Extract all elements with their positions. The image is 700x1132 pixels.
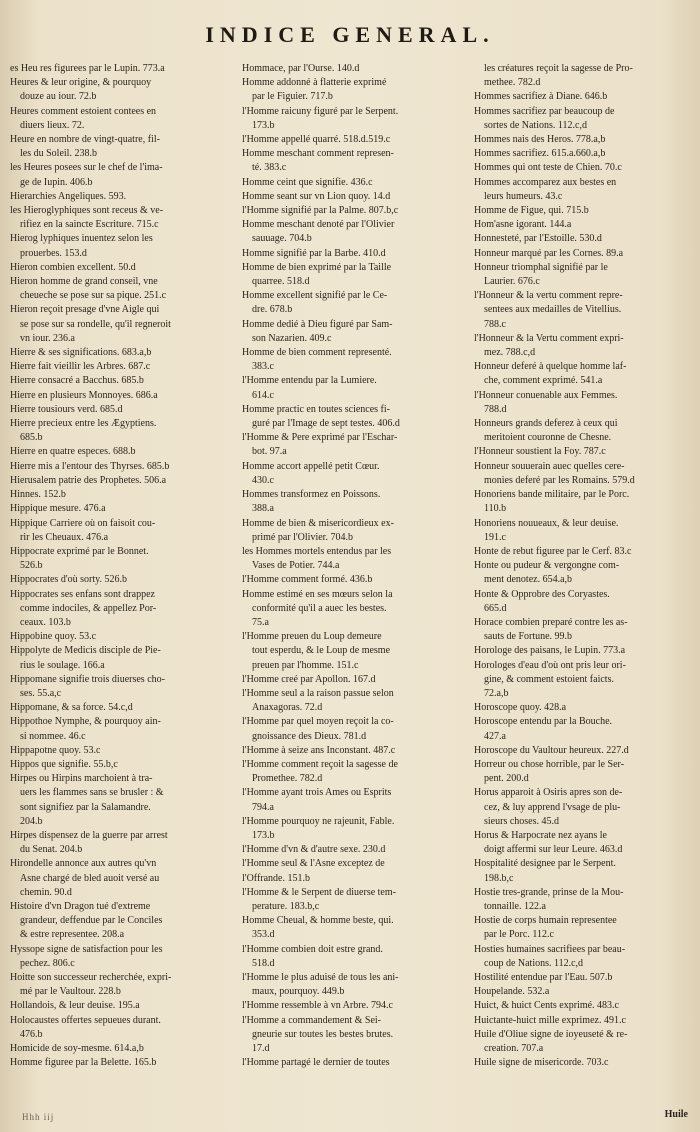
index-entry: Honneur marqué par les Cornes. 89.a (474, 247, 624, 259)
index-entry: Huile d'Oliue signe de ioyeuseté & re- (474, 1028, 628, 1040)
index-entry: Hippique Carriere où on faisoit cou- (10, 517, 156, 529)
index-entry: l'Homme ressemble à vn Arbre. 794.c (242, 1000, 393, 1012)
index-entry: Hommes nais des Heros. 778.a,b (474, 134, 606, 146)
index-entry: Hinnes. 152.b (10, 489, 66, 501)
index-entry: l'Homme preuen du Loup demeure (242, 631, 382, 643)
index-entry: l'Homme & le Serpent de diuerse tem- (242, 886, 396, 898)
index-entry: Homme meschant comment represen- (242, 148, 394, 160)
index-entry: Hierre en plusieurs Monnoyes. 686.a (10, 389, 158, 401)
index-entry: l'Homme ayant trois Ames ou Esprits (242, 787, 392, 799)
index-entry: l'Homme entendu par la Lumiere. (242, 375, 377, 387)
index-entry: Homme de bien exprimé par la Taille (242, 261, 392, 273)
index-entry: & estre representee. 208.a (20, 929, 125, 941)
index-entry: rifiez en la saincte Escriture. 715.c (20, 219, 159, 231)
index-entry: Hippocrates d'où sorty. 526.b (10, 574, 127, 586)
index-entry: Hommes sacrifiez. 615.a.660.a,b (474, 148, 606, 160)
index-entry: Hommes accomparez aux bestes en (474, 176, 617, 188)
index-entry: 198.b,c (484, 872, 514, 884)
index-entry: 173.b (252, 829, 275, 841)
index-entry: 788.c (484, 318, 506, 330)
index-entry: 388.a (252, 503, 274, 515)
index-entry: douze au iour. 72.b (20, 91, 97, 103)
index-entry: l'Homme & Pere exprimé par l'Eschar- (242, 432, 398, 444)
index-entry: vn iour. 236.a (20, 332, 75, 344)
index-entry: par le Porc. 112.c (484, 929, 554, 941)
index-entry: 353.d (252, 929, 275, 941)
index-entry: dre. 678.b (252, 304, 293, 316)
index-entry: Horus apparoit à Osiris apres son de- (474, 787, 623, 799)
index-entry: Homme de bien & misericordieux ex- (242, 517, 394, 529)
index-entry: uers les flammes sans se brusler : & (20, 787, 164, 799)
index-entry: gine, & comment estoient faicts. (484, 673, 614, 685)
index-entry: 794.a (252, 801, 274, 813)
index-entry: Hieron combien excellent. 50.d (10, 261, 136, 273)
index-entry: Homme addonné à flatterie exprimé (242, 77, 387, 89)
index-entry: Hippobine quoy. 53.c (10, 631, 97, 643)
index-entry: 75.a (252, 616, 269, 628)
index-entry: creation. 707.a (484, 1043, 544, 1055)
index-entry: 427.a (484, 730, 506, 742)
index-entry: Honneurs grands deferez à ceux qui (474, 418, 618, 430)
index-entry: 383.c (252, 361, 274, 373)
index-entry: conformité qu'il a auec les bestes. (252, 602, 387, 614)
index-entry: l'Homme par quel moyen reçoit la co- (242, 716, 394, 728)
index-entry: Hippomane signifie trois diuerses cho- (10, 673, 165, 685)
index-entry: prouerbes. 153.d (20, 247, 87, 259)
index-entry: Horus & Harpocrate nez ayans le (474, 829, 607, 841)
index-entry: sont signifiez par la Salamandre. (20, 801, 151, 813)
index-entry: Honnesteté, par l'Estoille. 530.d (474, 233, 602, 245)
index-entry: Homme practic en toutes sciences fi- (242, 403, 390, 415)
index-entry: tout esperdu, & le Loup de mesme (252, 645, 391, 657)
index-entry: les créatures reçoit la sagesse de Pro- (484, 63, 633, 74)
index-entry: Hippolyte de Medicis disciple de Pie- (10, 645, 161, 657)
index-entry: perature. 183.b,c (252, 900, 320, 912)
index-entry: 17.d (252, 1043, 270, 1055)
index-entry: Honneur triomphal signifié par le (474, 261, 608, 273)
index-entry: l'Homme comment reçoit la sagesse de (242, 758, 398, 770)
index-entry: Homme excellent signifié par le Ce- (242, 290, 388, 302)
index-entry: Hommace, par l'Ourse. 140.d (242, 63, 360, 74)
index-entry: les Hommes mortels entendus par les (242, 545, 392, 557)
index-entry: cheueche se pose sur sa pique. 251.c (20, 290, 167, 302)
index-entry: Hippique mesure. 476.a (10, 503, 106, 515)
index-entry: bot. 97.a (252, 446, 287, 458)
index-entry: pechez. 806.c (20, 957, 75, 969)
index-entry: Anaxagoras. 72.d (252, 702, 323, 714)
index-entry: l'Honneur conuenable aux Femmes. (474, 389, 618, 401)
index-entry: 526.b (20, 560, 43, 572)
index-entry: sentees aux medailles de Vitellius. (484, 304, 622, 316)
index-entry: Heures comment estoient contees en (10, 105, 157, 117)
index-entry: rius le soulage. 166.a (20, 659, 105, 671)
index-entry: Hospitalité designee par le Serpent. (474, 858, 616, 870)
index-entry: Honneur deferé à quelque homme laf- (474, 361, 627, 373)
index-entry: se pose sur sa rondelle, qu'il regneroit (20, 318, 171, 330)
index-entry: Hippapotne quoy. 53.c (10, 744, 101, 756)
index-entry: doigt affermi sur leur Leure. 463.d (484, 844, 623, 856)
index-entry: Homme de bien comment representé. (242, 347, 392, 359)
index-entry: Homme figuree par la Belette. 165.b (10, 1057, 157, 1069)
index-entry: Laurier. 676.c (484, 276, 540, 288)
index-entry: es Heu res figurees par le Lupin. 773.a (10, 63, 165, 74)
index-entry: du Senat. 204.b (20, 844, 83, 856)
index-entry: Horoscope entendu par la Bouche. (474, 716, 613, 728)
index-entry: Homme de Figue, qui. 715.b (474, 205, 589, 217)
index-entry: Homme accort appellé petit Cœur. (242, 460, 380, 472)
index-entry: l'Homme pourquoy ne rajeunit, Fable. (242, 815, 395, 827)
index-entry: Hirondelle annonce aux autres qu'vn (10, 858, 157, 870)
index-entry: Hommes sacrifiez par beaucoup de (474, 105, 615, 117)
index-column-middle (242, 62, 460, 1122)
index-entry: Heure en nombre de vingt-quatre, fil- (10, 134, 160, 146)
index-entry: Homicide de soy-mesme. 614.a,b (10, 1043, 144, 1055)
index-entry: Homme ceint que signifie. 436.c (242, 176, 373, 188)
index-entry: quarree. 518.d (252, 276, 310, 288)
index-entry: l'Honneur soustient la Foy. 787.c (474, 446, 606, 458)
index-entry: Homme seant sur vn Lion quoy. 14.d (242, 190, 391, 202)
index-entry: Hostie de corps humain representee (474, 915, 617, 927)
index-entry: Honte de rebut figuree par le Cerf. 83.c (474, 545, 632, 557)
index-entry: Promethee. 782.d (252, 773, 323, 785)
index-entry: 614.c (252, 389, 274, 401)
index-entry: 476.b (20, 1028, 43, 1040)
index-entry: les Hieroglyphiques sont receus & ve- (10, 205, 164, 217)
index-entry: mez. 788.c,d (484, 347, 536, 359)
index-entry: Honoriens nouueaux, & leur deuise. (474, 517, 619, 529)
index-column-left (10, 62, 228, 1122)
index-entry: Horologe des paisans, le Lupin. 773.a (474, 645, 626, 657)
index-entry: sauuage. 704.b (252, 233, 312, 245)
index-entry: 173.b (252, 119, 275, 131)
index-entry: sortes de Nations. 112.c,d (484, 119, 587, 131)
index-entry: Hieron reçoit presage d'vne Aigle qui (10, 304, 160, 316)
index-entry: l'Homme partagé le dernier de toutes (242, 1057, 390, 1069)
index-entry: ment denotez. 654.a,b (484, 574, 573, 586)
index-entry: Hostie tres-grande, prinse de la Mou- (474, 886, 624, 898)
index-entry: Homme estimé en ses mœurs selon la (242, 588, 393, 600)
index-entry: 191.c (484, 531, 506, 543)
index-entry: Horoscope du Vaultour heureux. 227.d (474, 744, 629, 756)
index-entry: Hosties humaines sacrifiees par beau- (474, 943, 626, 955)
index-entry: ceaux. 103.b (20, 616, 71, 628)
index-entry: té. 383.c (252, 162, 287, 174)
index-entry: 788.d (484, 403, 507, 415)
index-entry: gnoissance des Dieux. 781.d (252, 730, 367, 742)
index-entry: Hippothoe Nymphe, & pourquoy ain- (10, 716, 161, 728)
index-entry: Hom'asne igorant. 144.a (474, 219, 572, 231)
index-entry: l'Honneur & la vertu comment repre- (474, 290, 623, 302)
index-entry: Honte & Opprobre des Coryastes. (474, 588, 610, 600)
index-entry: Honneur souuerain auec quelles cere- (474, 460, 625, 472)
signature-mark: Hhh iij (22, 1112, 55, 1122)
index-entry: Holocaustes offertes sepueues durant. (10, 1014, 161, 1026)
index-entry: les Heures posees sur le chef de l'ima- (10, 162, 163, 174)
index-entry: grandeur, deffendue par le Conciles (20, 915, 163, 927)
index-entry: Hierre consacré a Bacchus. 685.b (10, 375, 144, 387)
index-entry: Asne chargé de bled auoit versé au (20, 872, 160, 884)
index-entry: l'Homme à seize ans Inconstant. 487.c (242, 744, 396, 756)
index-entry: 518.d (252, 957, 275, 969)
index-entry: Hollandois, & leur deuise. 195.a (10, 1000, 140, 1012)
index-entry: Horreur ou chose horrible, par le Ser- (474, 758, 625, 770)
index-entry: guré par l'Image de sept testes. 406.d (252, 418, 400, 430)
index-entry: l'Homme signifié par la Palme. 807.b,c (242, 205, 399, 217)
index-entry: Hierusalem patrie des Prophetes. 506.a (10, 474, 167, 486)
index-entry: Hierre tousiours verd. 685.d (10, 403, 123, 415)
index-entry: 204.b (20, 815, 43, 827)
catchword: Huile (664, 1109, 688, 1120)
index-entry: ge de Iupin. 406.b (20, 176, 93, 188)
index-entry: les du Soleil. 238.b (20, 148, 97, 160)
index-column-right (474, 62, 692, 1122)
index-entry: Homme meschant denoté par l'Olivier (242, 219, 395, 231)
index-entry: l'Homme combien doit estre grand. (242, 943, 383, 955)
index-entry: coup de Nations. 112.c,d (484, 957, 584, 969)
index-entry: Hierog lyphiques inuentez selon les (10, 233, 153, 245)
page-title: INDICE GENERAL. (205, 22, 495, 47)
index-entry: l'Homme seul & l'Asne exceptez de (242, 858, 385, 870)
index-entry: Homme signifié par la Barbe. 410.d (242, 247, 386, 259)
index-entry: Hierarchies Angeliques. 593. (10, 190, 127, 202)
index-entry: gneurie sur toutes les bestes brutes. (252, 1028, 394, 1040)
index-entry: Hommes transformez en Poissons. (242, 489, 381, 501)
index-entry: pent. 200.d (484, 773, 529, 785)
index-entry: Horace combien preparé contre les as- (474, 616, 628, 628)
index-entry: Horoscope quoy. 428.a (474, 702, 567, 714)
index-entry: 72.a,b (484, 687, 509, 699)
index-entry: leurs humeurs. 43.c (484, 190, 563, 202)
index-entry: Huile signe de misericorde. 703.c (474, 1057, 609, 1069)
index-entry: Huict, & huict Cents exprimé. 483.c (474, 1000, 619, 1012)
index-entry: preuen par l'homme. 151.c (252, 659, 359, 671)
index-entry: l'Homme d'vn & d'autre sexe. 230.d (242, 844, 386, 856)
index-entry: Heures & leur origine, & pourquoy (10, 77, 152, 89)
index-entry: methee. 782.d (484, 77, 541, 89)
index-entry: Hippocrates ses enfans sont drappez (10, 588, 155, 600)
index-entry: Hommes sacrifiez à Diane. 646.b (474, 91, 608, 103)
index-entry: l'Homme a commandement & Sei- (242, 1014, 381, 1026)
index-entry: comme indociles, & appellez Por- (20, 602, 157, 614)
index-entry: 685.b (20, 432, 43, 444)
index-entry: l'Homme appellé quarré. 518.d.519.c (242, 134, 391, 146)
index-entry: Homme Cheual, & homme beste, qui. (242, 915, 394, 927)
index-entry: 430.c (252, 474, 274, 486)
index-entry: ses. 55.a,c (20, 687, 62, 699)
index-entry: par le Figuier. 717.b (252, 91, 333, 103)
index-entry: Hirpes dispensez de la guerre par arrest (10, 829, 168, 841)
index-entry: sauts de Fortune. 99.b (484, 631, 573, 643)
index-entry: rir les Cheuaux. 476.a (20, 531, 109, 543)
index-entry: 110.b (484, 503, 507, 515)
index-entry: tonnaille. 122.a (484, 900, 546, 912)
index-entry: monies deferé par les Romains. 579.d (484, 474, 635, 486)
index-entry: sieurs choses. 45.d (484, 815, 559, 827)
index-entry: che, comment exprimé. 541.a (484, 375, 603, 387)
index-entry: Horologes d'eau d'où ont pris leur ori- (474, 659, 626, 671)
index-entry: mé par le Vaultour. 228.b (20, 986, 121, 998)
index-entry: Hippos que signifie. 55.b,c (10, 758, 118, 770)
index-entry: Hyssope signe de satisfaction pour les (10, 943, 163, 955)
index-entry: l'Homme raicuny figuré par le Serpent. (242, 105, 399, 117)
index-entry: Hierre precieux entre les Ægyptiens. (10, 418, 157, 430)
index-entry: chemin. 90.d (20, 886, 72, 898)
index-entry: Hoitte son successeur recherchée, expri- (10, 972, 172, 983)
index-entry: l'Offrande. 151.b (242, 872, 310, 884)
index-entry: Homme dedié à Dieu figuré par Sam- (242, 318, 393, 330)
index-entry: primé par l'Olivier. 704.b (252, 531, 353, 543)
index-entry: Hippomane, & sa force. 54.c,d (10, 702, 133, 714)
index-entry: Houpelande. 532.a (474, 986, 550, 998)
index-columns (10, 62, 692, 1122)
index-entry: Vases de Potier. 744.a (252, 560, 340, 572)
index-entry: Hierre fait vieillir les Arbres. 687.c (10, 361, 151, 373)
index-entry: Huictante-huict mille exprimez. 491.c (474, 1014, 626, 1026)
index-entry: Honte ou pudeur & vergongne com- (474, 560, 620, 572)
index-entry: Hippocrate exprimé par le Bonnet. (10, 545, 149, 557)
index-entry: l'Honneur & la Vertu comment expri- (474, 332, 624, 344)
index-entry: son Nazarien. 409.c (252, 332, 332, 344)
index-entry: Hirpes ou Hirpins marchoient à tra- (10, 773, 153, 785)
index-entry: Hieron homme de grand conseil, vne (10, 276, 158, 288)
index-entry: Hierre mis a l'entour des Thyrses. 685.b (10, 460, 170, 472)
index-entry: cez, & luy apprend l'vsage de plu- (484, 801, 621, 813)
index-entry: diuers lieux. 72. (20, 119, 85, 131)
index-entry: l'Homme comment formé. 436.b (242, 574, 373, 586)
index-entry: Histoire d'vn Dragon tué d'extreme (10, 900, 151, 912)
index-entry: Hierre & ses significations. 683.a,b (10, 347, 152, 359)
index-entry: meritoient couronne de Chesne. (484, 432, 612, 444)
index-entry: l'Homme seul a la raison passue selon (242, 687, 394, 699)
index-entry: si nommee. 46.c (20, 730, 86, 742)
index-entry: Hostilité entendue par l'Eau. 507.b (474, 972, 613, 983)
index-entry: 665.d (484, 602, 507, 614)
index-entry: l'Homme le plus aduisé de tous les ani- (242, 972, 399, 983)
index-entry: Honoriens bande militaire, par le Porc. (474, 489, 630, 501)
index-entry: maux, pourquoy. 449.b (252, 986, 345, 998)
index-entry: Hommes qui ont teste de Chien. 70.c (474, 162, 622, 174)
index-entry: l'Homme creé par Apollon. 167.d (242, 673, 376, 685)
index-entry: Hierre en quatre especes. 688.b (10, 446, 136, 458)
